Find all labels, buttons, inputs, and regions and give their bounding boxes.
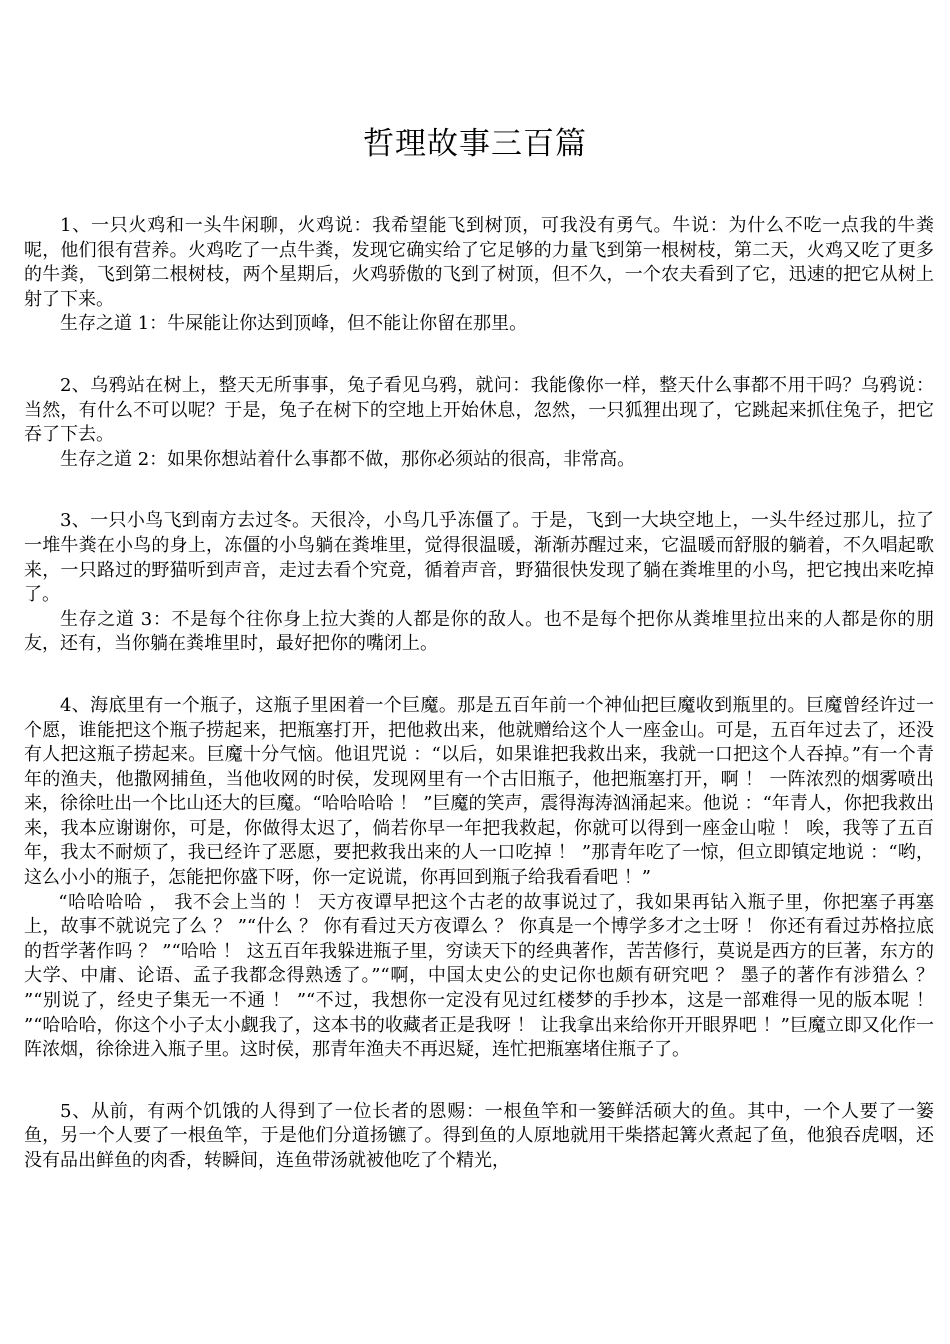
story-text: 4、海底里有一个瓶子，这瓶子里困着一个巨魔。那是五百年前一个神仙把巨魔收到瓶里的。巨魔曾经许过一个愿，谁能把这个瓶子捞起来，把瓶塞打开，把他救出来，他就赠给这个人一座金山。可是，五百年过去了，还没有人把这瓶子捞起来。巨魔十分气恼。他诅咒说 ：“以后，如果谁把我救出来，我就一口把这个人吞掉。”有一个青年的渔夫，他撒网捕鱼，当他收网的时侯，发现网里有一个古旧瓶子，他把瓶塞打开，啊 ！ 一阵浓烈的烟雾喷出来，徐徐吐出一个比山还大的巨魔。“哈哈哈哈 ！ ”巨魔的笑声，震得海涛汹涌起来。他说 ：“年青人，你把我救出来，我本应谢谢你，可是，你做得太迟了，倘若你早一年把我救起，你就可以得到一座金山啦 ！ 唉，我等了五百年，我太不耐烦了，我已经许了恶愿，要把救我出来的人一口吃掉 ！ ”那青年吃了一惊，但立即镇定地说 ：“哟，这么小小的瓶子，怎能把你盛下呀，你一定说谎，你再回到瓶子给我看看吧 ！” [24,694,934,889]
story-text: 3、一只小鸟飞到南方去过冬。天很冷，小鸟几乎冻僵了。于是，飞到一大块空地上，一头牛经过那儿，拉了一堆牛粪在小鸟的身上，冻僵的小鸟躺在粪堆里，觉得很温暖，渐渐苏醒过来，它温暖而舒服的躺着，不久唱起歌来，一只路过的野猫听到声音，走过去看个究竟，循着声音，野猫很快发现了躺在粪堆里的小鸟，把它拽出来吃掉了。 [24,510,934,606]
story-2 [24,374,934,472]
story-lesson: 生存之道 1：牛屎能让你达到顶峰，但不能让你留在那里。 [60,313,528,335]
story-5 [24,1100,934,1174]
story-text: 5、从前，有两个饥饿的人得到了一位长者的恩赐：一根鱼竿和一篓鲜活硕大的鱼。其中，一个人要了一篓鱼，另一个人要了一根鱼竿，于是他们分道扬镳了。得到鱼的人原地就用干柴搭起篝火煮起了鱼，他狼吞虎咽，还没有品出鲜鱼的肉香，转瞬间，连鱼带汤就被他吃了个精光， [24,1100,934,1171]
story-1 [24,214,934,337]
story-continuation: “哈哈哈哈 ， 我不会上当的 ！ 天方夜谭早把这个古老的故事说过了，我如果再钻入瓶子里，你把塞子再塞上，故事不就说完了么 ？ ”“什么 ？ 你有看过天方夜谭么 ？ 你真是一个博学多才之士呀 ！ 你还有看过苏格拉底的哲学著作吗 ？ ”“哈哈 ！ 这五百年我躲进瓶子里，穷读天下的经典著作，苦苦修行，莫说是西方的巨著，东方的大学、中庸、论语、孟子我都念得熟透了。”“啊，中国太史公的史记你也颇有研究吧 ？ 墨子的著作有涉猎么 ？ ”“别说了，经史子集无一不通 ！ ”“不过，我想你一定没有见过红楼梦的手抄本，这是一部难得一见的版本呢 ！ ”“哈哈哈，你这个小子太小觑我了，这本书的收藏者正是我呀 ！ 让我拿出来给你开开眼界吧 ！”巨魔立即又化作一阵浓烟，徐徐进入瓶子里。这时侯，那青年渔夫不再迟疑，连忙把瓶塞堵住瓶子了。 [24,891,934,1061]
story-text: 2、乌鸦站在树上，整天无所事事，兔子看见乌鸦，就问：我能像你一样，整天什么事都不用干吗？乌鸦说：当然，有什么不可以呢？于是，兔子在树下的空地上开始休息，忽然，一只狐狸出现了，它跳起来抓住兔子，把它吞了下去。 [24,374,934,446]
story-lesson: 生存之道 3：不是每个往你身上拉大粪的人都是你的敌人。也不是每个把你从粪堆里拉出来的人都是你的朋友，还有，当你躺在粪堆里时，最好把你的嘴闭上。 [24,608,934,655]
story-4 [24,694,934,1063]
story-lesson: 生存之道 2：如果你想站着什么事都不做，那你必须站的很高，非常高。 [60,448,636,470]
document-body [24,214,934,1211]
story-text: 1、一只火鸡和一头牛闲聊，火鸡说：我希望能飞到树顶，可我没有勇气。牛说：为什么不吃一点我的牛粪呢，他们很有营养。火鸡吃了一点牛粪，发现它确实给了它足够的力量飞到第一根树枝，第二天，火鸡又吃了更多的牛粪，飞到第二根树枝，两个星期后，火鸡骄傲的飞到了树顶，但不久，一个农夫看到了它，迅速的把它从树上射了下来。 [24,215,934,310]
story-3 [24,509,934,657]
document-title: 哲理故事三百篇 [363,126,587,162]
